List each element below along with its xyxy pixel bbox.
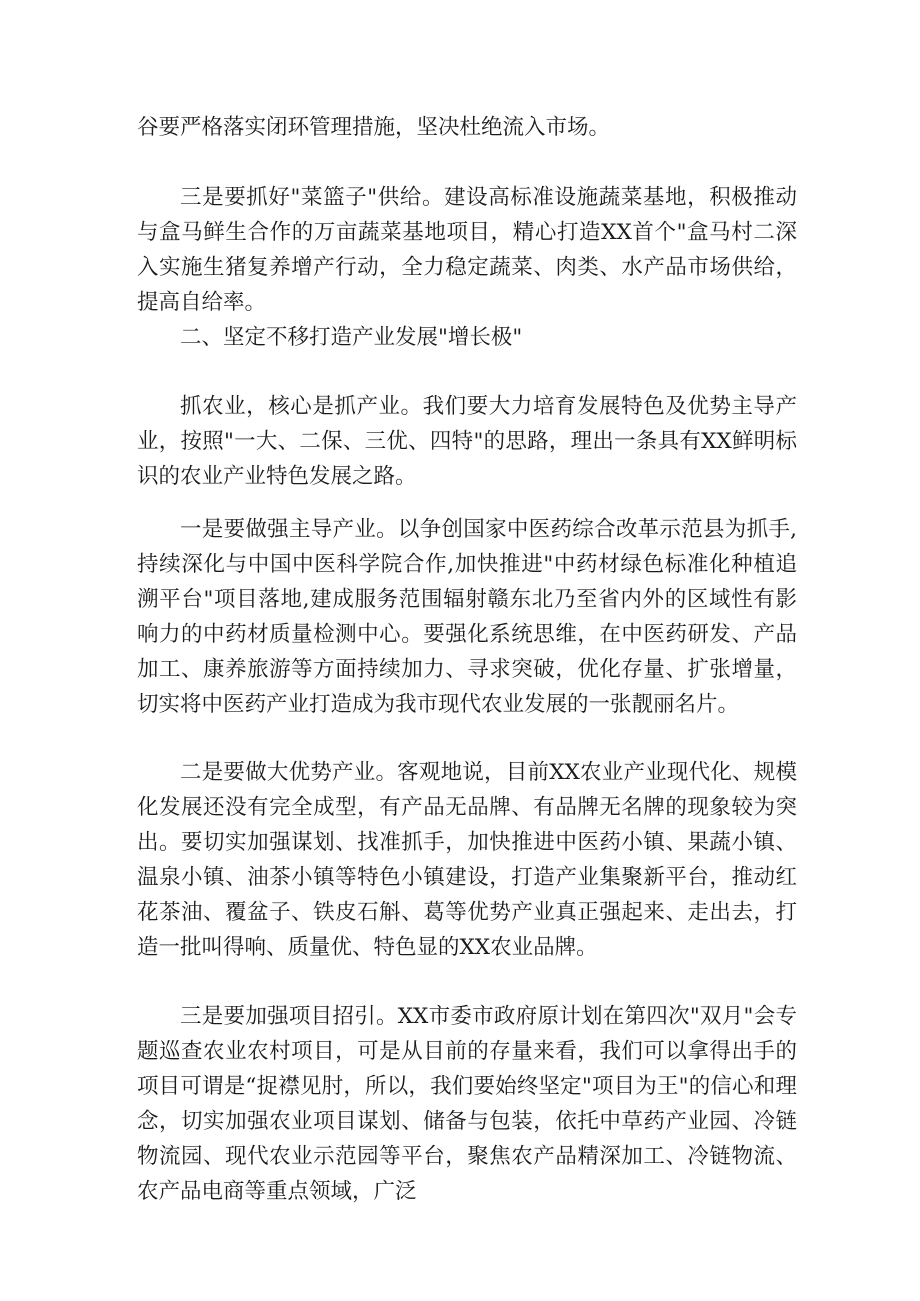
paragraph-2: 三是要抓好"菜篮子"供给。建设高标准设施蔬菜基地，积极推动与盒马鲜生合作的万亩蔬菜基地项目，精心打造XX首个"盒马村二深入实施生猪复养增产行动，全力稳定蔬菜、肉类、水产品市场供给，提高自给率。 <box>137 185 797 315</box>
paragraph-4: 一是要做强主导产业。以争创国家中医药综合改革示范县为抓手,持续深化与中国中医科学院合作,加快推进"中药材绿色标准化种植追溯平台"项目落地,建成服务范围辐射赣东北乃至省内外的区域性有影响力的中药材质量检测中心。要强化系统思维，在中医药研发、产品加工、康养旅游等方面持续加力、寻求突破，优化存量、扩张增量，切实将中医药产业打造成为我市现代农业发展的一张靓丽名片。 <box>137 517 797 717</box>
section-heading: 二、坚定不移打造产业发展"增长极" <box>180 325 523 350</box>
paragraph-6: 三是要加强项目招引。XX市委市政府原计划在第四次"双月"会专题巡查农业农村项目，可是从目前的存量来看，我们可以拿得出手的项目可谓是“捉襟见肘，所以，我们要始终坚定"项目为王"的信心和理念，切实加强农业项目谋划、储备与包装，依托中草药产业园、冷链物流园、现代农业示范园等平台，聚焦农产品精深加工、冷链物流、农产品电商等重点领域，广泛 <box>137 1004 797 1204</box>
paragraph-5: 二是要做大优势产业。客观地说，目前XX农业产业现代化、规模化发展还没有完全成型，有产品无品牌、有品牌无名牌的现象较为突出。要切实加强谋划、找准抓手，加快推进中医药小镇、果蔬小镇、温泉小镇、油茶小镇等特色小镇建设，打造产业集聚新平台，推动红花茶油、覆盆子、铁皮石斛、葛等优势产业真正强起来、走出去，打造一批叫得响、质量优、特色显的XX农业品牌。 <box>137 760 797 960</box>
paragraph-1: 谷要严格落实闭环管理措施，坚决杜绝流入市场。 <box>137 115 611 140</box>
paragraph-3: 抓农业，核心是抓产业。我们要大力培育发展特色及优势主导产业，按照"一大、二保、三优、四特"的思路，理出一条具有XX鲜明标识的农业产业特色发展之路。 <box>137 394 797 489</box>
